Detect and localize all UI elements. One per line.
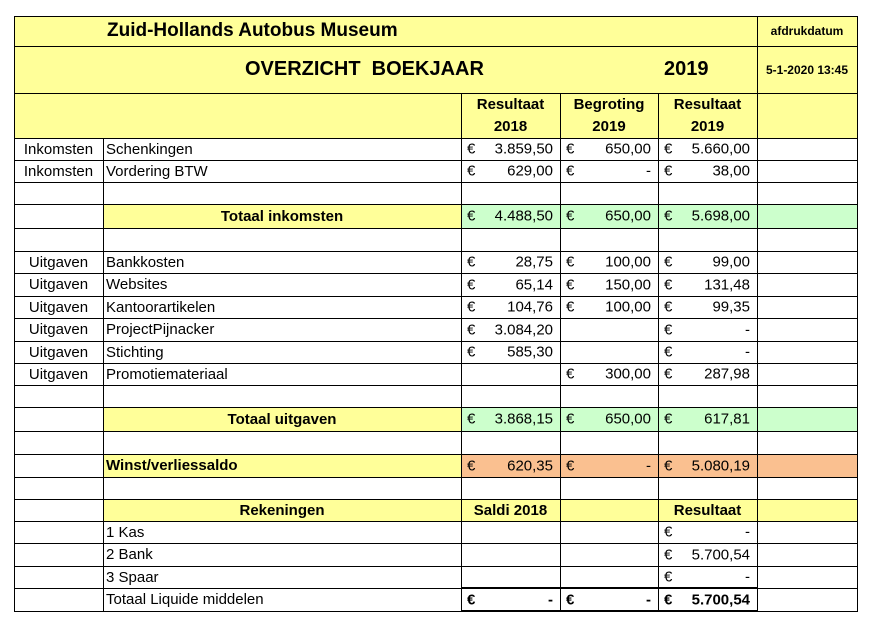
currency-symbol: € — [664, 162, 673, 180]
account-cell[interactable] — [103, 521, 461, 543]
museum-name-cell[interactable] — [14, 16, 757, 46]
grid-line — [461, 610, 758, 612]
balance-label: Winst/verliessaldo — [106, 457, 238, 474]
item-label: Websites — [106, 276, 168, 293]
category-label: Uitgaven — [28, 276, 89, 293]
amount-value: 150,00 — [605, 276, 651, 293]
currency-symbol: € — [566, 207, 575, 225]
grid-line — [14, 138, 858, 139]
report-title: OVERZICHT BOEKJAAR — [245, 58, 484, 80]
amount-cell[interactable] — [560, 454, 658, 477]
account-label: 3 Spaar — [106, 568, 159, 586]
category-cell[interactable] — [14, 138, 103, 160]
amount-value: - — [745, 568, 750, 586]
amount-cell[interactable] — [461, 296, 560, 318]
currency-symbol: € — [664, 343, 673, 361]
amount-value: 99,00 — [712, 253, 750, 271]
amount-value: - — [646, 162, 651, 180]
currency-symbol: € — [664, 546, 673, 563]
column-header-label: Resultaat 2018 — [476, 95, 545, 135]
amount-cell[interactable] — [658, 138, 757, 160]
amount-value: - — [548, 591, 553, 608]
item-cell[interactable] — [103, 296, 461, 318]
total-income-label: Totaal inkomsten — [220, 207, 344, 225]
category-label: Inkomsten — [23, 140, 94, 158]
amount-value: 650,00 — [605, 207, 651, 225]
accounts-header-cell[interactable] — [103, 499, 461, 521]
amount-value: 287,98 — [704, 365, 750, 383]
currency-symbol: € — [566, 276, 575, 293]
currency-symbol: € — [566, 410, 575, 428]
amount-value: 38,00 — [712, 162, 750, 180]
amount-cell[interactable] — [658, 160, 757, 182]
currency-symbol: € — [467, 410, 476, 428]
category-cell[interactable] — [14, 341, 103, 363]
amount-value: 620,35 — [507, 457, 553, 474]
amount-cell[interactable] — [461, 407, 560, 431]
grid-line — [14, 477, 858, 478]
amount-cell[interactable] — [560, 251, 658, 273]
amount-value: 131,48 — [704, 276, 750, 293]
total-expense-label-cell[interactable] — [103, 407, 461, 431]
currency-symbol: € — [467, 207, 476, 225]
grid-line — [658, 93, 659, 612]
column-header-label: Begroting 2019 — [573, 95, 645, 135]
amount-value: 5.698,00 — [691, 207, 750, 225]
grid-line — [14, 521, 858, 522]
result-header-cell[interactable] — [658, 499, 757, 521]
amount-value: 100,00 — [605, 253, 651, 271]
amount-value: - — [745, 321, 750, 338]
amount-cell[interactable] — [560, 273, 658, 296]
grid-line — [14, 499, 858, 500]
category-cell[interactable] — [14, 160, 103, 182]
print-date-label: afdrukdatum — [770, 24, 844, 38]
item-cell[interactable] — [103, 160, 461, 182]
amount-cell[interactable] — [658, 318, 757, 341]
saldi-header-cell[interactable] — [461, 499, 560, 521]
currency-symbol: € — [664, 321, 673, 338]
item-cell[interactable] — [103, 341, 461, 363]
amount-value: 629,00 — [507, 162, 553, 180]
print-date-cell[interactable] — [757, 46, 857, 93]
amount-cell[interactable] — [560, 566, 658, 588]
amount-value: 4.488,50 — [494, 207, 553, 225]
grid-line — [14, 160, 858, 161]
grid-line — [14, 454, 858, 455]
column-header[interactable] — [560, 93, 658, 138]
currency-symbol: € — [467, 276, 476, 293]
amount-value: 3.084,20 — [494, 321, 553, 338]
amount-cell[interactable] — [560, 521, 658, 543]
print-label-cell[interactable] — [757, 16, 857, 46]
amount-cell[interactable] — [560, 204, 658, 228]
amount-value: 28,75 — [515, 253, 553, 271]
amount-cell[interactable] — [461, 566, 560, 588]
category-cell[interactable] — [14, 296, 103, 318]
account-label: 2 Bank — [106, 546, 153, 563]
category-cell[interactable] — [14, 318, 103, 341]
amount-cell[interactable] — [560, 138, 658, 160]
currency-symbol: € — [664, 298, 673, 316]
currency-symbol: € — [467, 343, 476, 361]
item-label: Promotiemateriaal — [106, 365, 228, 383]
currency-symbol: € — [566, 140, 575, 158]
grid-line — [14, 251, 858, 252]
amount-cell[interactable] — [658, 251, 757, 273]
grid-line — [14, 182, 858, 183]
amount-cell[interactable] — [658, 273, 757, 296]
category-label: Uitgaven — [28, 253, 89, 271]
amount-value: 300,00 — [605, 365, 651, 383]
amount-value: 650,00 — [605, 140, 651, 158]
currency-symbol: € — [566, 591, 575, 608]
result-header: Resultaat — [673, 501, 742, 519]
amount-value: 585,30 — [507, 343, 553, 361]
amount-cell[interactable] — [658, 588, 757, 611]
amount-value: 3.859,50 — [494, 140, 553, 158]
amount-cell[interactable] — [560, 588, 658, 611]
grid-line — [14, 228, 858, 229]
grid-line — [461, 93, 462, 612]
currency-symbol: € — [467, 162, 476, 180]
amount-value: 5.700,54 — [691, 591, 750, 608]
amount-value: - — [646, 591, 651, 608]
column-header[interactable] — [461, 93, 560, 138]
amount-cell[interactable] — [461, 318, 560, 341]
amount-value: 99,35 — [712, 298, 750, 316]
grid-line — [14, 296, 858, 297]
currency-symbol: € — [467, 591, 476, 608]
currency-symbol: € — [664, 568, 673, 586]
category-label: Uitgaven — [28, 343, 89, 361]
grid-line — [461, 587, 758, 589]
amount-value: 104,76 — [507, 298, 553, 316]
report-year: 2019 — [664, 58, 709, 80]
amount-cell[interactable] — [461, 160, 560, 182]
category-cell[interactable] — [14, 363, 103, 385]
accounts-header: Rekeningen — [239, 501, 325, 519]
currency-symbol: € — [566, 253, 575, 271]
amount-cell[interactable] — [461, 204, 560, 228]
item-cell[interactable] — [103, 363, 461, 385]
grid-line — [14, 341, 858, 342]
currency-symbol: € — [467, 140, 476, 158]
amount-value: 617,81 — [704, 410, 750, 428]
amount-cell[interactable] — [461, 543, 560, 566]
grid-line — [103, 138, 104, 612]
amount-cell[interactable] — [560, 318, 658, 341]
item-cell[interactable] — [103, 273, 461, 296]
currency-symbol: € — [566, 162, 575, 180]
amount-cell[interactable] — [461, 138, 560, 160]
amount-value: 5.700,54 — [691, 546, 750, 563]
total-income-label-cell[interactable] — [103, 204, 461, 228]
total-expense-extra[interactable] — [757, 407, 857, 431]
amount-cell[interactable] — [461, 454, 560, 477]
category-cell[interactable] — [14, 273, 103, 296]
item-label: Bankkosten — [106, 253, 185, 271]
category-cell[interactable] — [14, 251, 103, 273]
currency-symbol: € — [467, 321, 476, 338]
amount-cell[interactable] — [461, 363, 560, 385]
amount-value: 5.660,00 — [691, 140, 750, 158]
grid-line — [857, 16, 858, 612]
category-label: Uitgaven — [28, 298, 89, 316]
item-cell[interactable] — [103, 318, 461, 341]
grid-line — [14, 543, 858, 544]
item-label: Vordering BTW — [106, 162, 208, 180]
grid-line — [14, 431, 858, 432]
grid-line — [14, 16, 15, 612]
overview-title-cell[interactable] — [14, 46, 757, 93]
amount-cell[interactable] — [560, 407, 658, 431]
saldi-header: Saldi 2018 — [473, 501, 548, 519]
amount-value: 5.080,19 — [691, 457, 750, 474]
grid-line — [14, 407, 858, 408]
amount-value: 65,14 — [515, 276, 553, 293]
amount-cell[interactable] — [658, 341, 757, 363]
grid-line — [14, 318, 858, 319]
amount-cell[interactable] — [560, 543, 658, 566]
amount-cell[interactable] — [658, 454, 757, 477]
account-cell[interactable] — [103, 543, 461, 566]
category-label: Inkomsten — [23, 162, 94, 180]
amount-cell[interactable] — [658, 543, 757, 566]
currency-symbol: € — [467, 253, 476, 271]
amount-cell[interactable] — [658, 363, 757, 385]
amount-cell[interactable] — [560, 341, 658, 363]
amount-cell[interactable] — [461, 341, 560, 363]
item-cell[interactable] — [103, 251, 461, 273]
item-label: Schenkingen — [106, 140, 193, 158]
amount-cell[interactable] — [560, 296, 658, 318]
museum-name: Zuid-Hollands Autobus Museum — [107, 20, 398, 41]
amount-value: 3.868,15 — [494, 410, 553, 428]
currency-symbol: € — [664, 253, 673, 271]
column-header[interactable] — [658, 93, 757, 138]
item-label: ProjectPijnacker — [106, 321, 215, 338]
amount-value: 650,00 — [605, 410, 651, 428]
currency-symbol: € — [566, 298, 575, 316]
currency-symbol: € — [566, 365, 575, 383]
amount-cell[interactable] — [461, 251, 560, 273]
currency-symbol: € — [566, 457, 575, 474]
total-income-extra[interactable] — [757, 204, 857, 228]
currency-symbol: € — [664, 457, 673, 474]
amount-value: 100,00 — [605, 298, 651, 316]
category-label: Uitgaven — [28, 365, 89, 383]
currency-symbol: € — [664, 365, 673, 383]
grid-line — [14, 93, 858, 94]
currency-symbol: € — [467, 298, 476, 316]
amount-cell[interactable] — [658, 204, 757, 228]
amount-value: - — [646, 457, 651, 474]
amount-cell[interactable] — [560, 363, 658, 385]
amount-cell[interactable] — [658, 407, 757, 431]
amount-cell[interactable] — [461, 521, 560, 543]
grid-line — [14, 204, 858, 205]
grid-line — [14, 16, 858, 17]
liquid-total-label: Totaal Liquide middelen — [106, 591, 264, 608]
amount-cell[interactable] — [461, 588, 560, 611]
total-expense-label: Totaal uitgaven — [227, 410, 337, 428]
currency-symbol: € — [467, 457, 476, 474]
account-label: 1 Kas — [106, 523, 145, 541]
item-cell[interactable] — [103, 138, 461, 160]
currency-symbol: € — [664, 591, 673, 608]
grid-line — [757, 16, 758, 612]
amount-value: - — [745, 343, 750, 361]
category-label: Uitgaven — [28, 321, 89, 338]
print-date-value: 5-1-2020 13:45 — [765, 62, 849, 77]
item-label: Stichting — [106, 343, 164, 361]
grid-line — [14, 273, 858, 274]
amount-cell[interactable] — [658, 566, 757, 588]
currency-symbol: € — [664, 523, 673, 541]
currency-symbol: € — [664, 207, 673, 225]
balance-label-cell[interactable] — [103, 454, 461, 477]
grid-line — [560, 93, 561, 612]
amount-cell[interactable] — [658, 296, 757, 318]
grid-line — [14, 363, 858, 364]
currency-symbol: € — [664, 410, 673, 428]
grid-line — [14, 46, 858, 47]
grid-line — [14, 566, 858, 567]
currency-symbol: € — [664, 276, 673, 293]
item-label: Kantoorartikelen — [106, 298, 216, 316]
amount-value: - — [745, 523, 750, 541]
amount-cell[interactable] — [560, 160, 658, 182]
amount-cell[interactable] — [658, 521, 757, 543]
grid-line — [14, 385, 858, 386]
liquid-total-cell[interactable] — [103, 588, 461, 611]
currency-symbol: € — [664, 140, 673, 158]
balance-extra[interactable] — [757, 454, 857, 477]
amount-cell[interactable] — [461, 273, 560, 296]
column-header-label: Resultaat 2019 — [673, 95, 742, 135]
account-cell[interactable] — [103, 566, 461, 588]
